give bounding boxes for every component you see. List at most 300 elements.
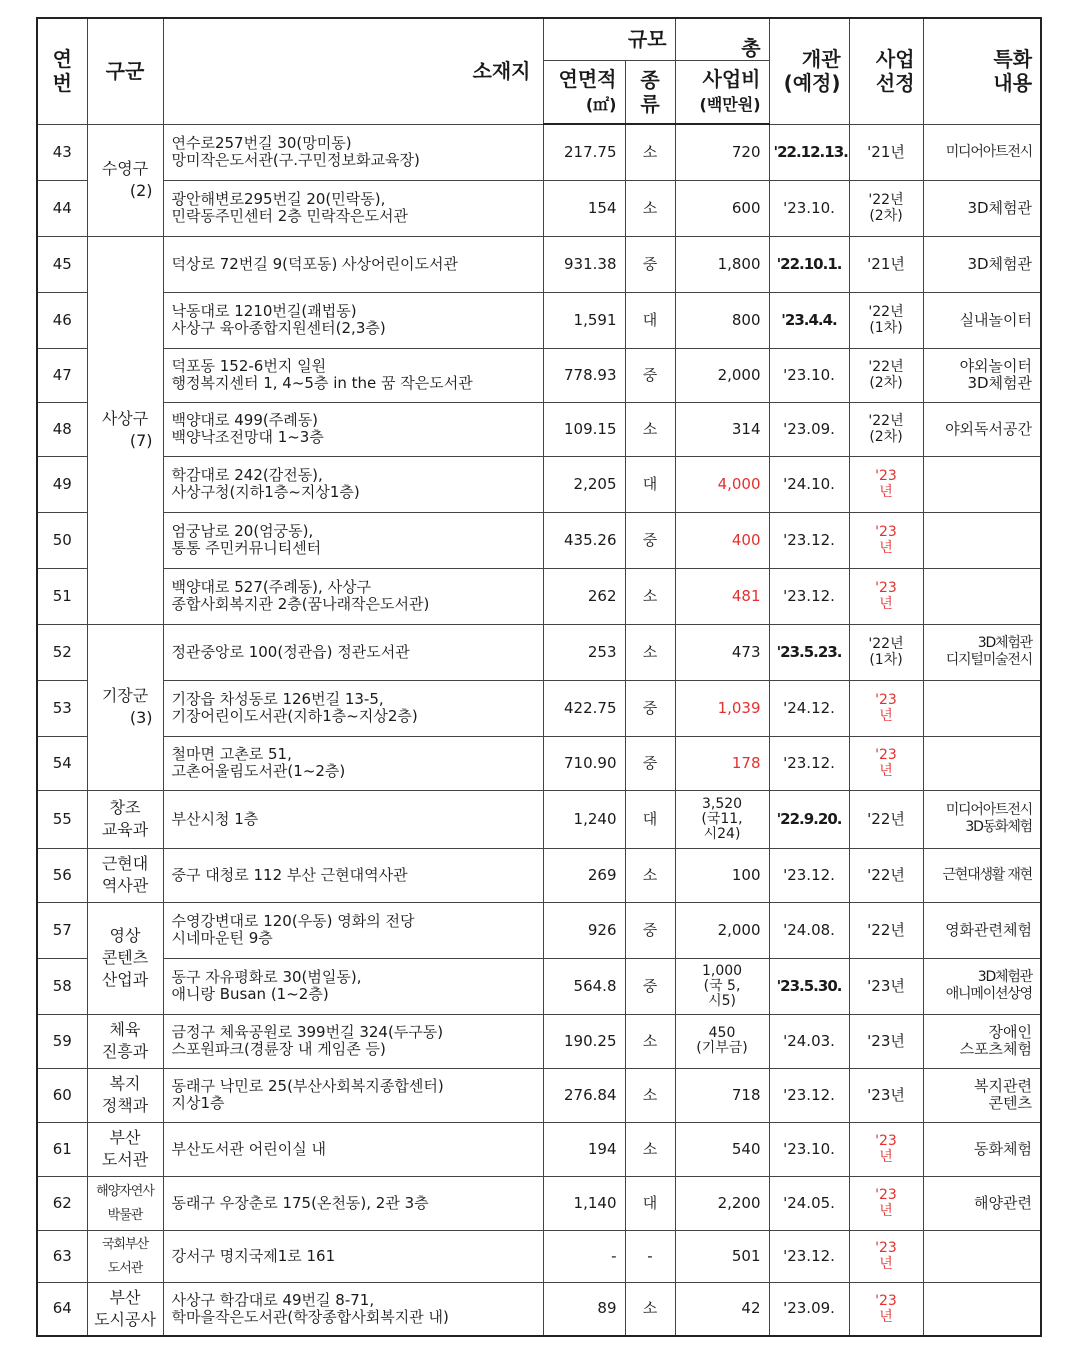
open-date-cell: [769, 1282, 849, 1336]
row-number: [37, 180, 87, 236]
selection-cell: [849, 790, 923, 848]
area-cell-text: 253: [587, 642, 617, 661]
selection-cell: [849, 402, 923, 456]
table-row: [37, 958, 1041, 1014]
selection-cell: [849, 902, 923, 958]
open-date-cell: [769, 348, 849, 402]
selection-cell: [849, 958, 923, 1014]
table-row: [37, 512, 1041, 568]
type-cell-text: 소: [642, 1299, 658, 1318]
district-cell: [87, 1282, 163, 1336]
open-date-cell-text: '23.09.: [783, 1299, 835, 1318]
location-cell: [163, 402, 543, 456]
type-cell: [625, 1122, 675, 1176]
selection-cell-text: '22년 (1차): [868, 304, 904, 336]
open-date-cell-text: '23.10.: [783, 365, 835, 384]
header-open: 개관 (예정): [769, 18, 849, 124]
selection-cell: [849, 1014, 923, 1068]
location-cell-text: 동래구 낙민로 25(부산사회복지종합센터) 지상1층: [171, 1077, 444, 1112]
type-cell: [625, 456, 675, 512]
location-cell: [163, 680, 543, 736]
open-date-cell: [769, 902, 849, 958]
type-cell: [625, 348, 675, 402]
selection-cell-text: '22년 (2차): [868, 359, 904, 391]
area-cell-text: 931.38: [564, 254, 617, 273]
area-cell-text: 89: [597, 1299, 617, 1318]
special-cell: [923, 1122, 1041, 1176]
open-date-cell: [769, 1176, 849, 1230]
open-date-cell-text: '24.12.: [783, 698, 835, 717]
area-cell: [543, 1282, 625, 1336]
header-location: 소재지: [163, 18, 543, 124]
open-date-cell-text: '22.12.13.: [773, 142, 848, 161]
special-cell-text: 3D체험관: [967, 254, 1033, 273]
location-cell: [163, 902, 543, 958]
table-row: [37, 292, 1041, 348]
type-cell: [625, 292, 675, 348]
table-row: [37, 1176, 1041, 1230]
table-row: [37, 1068, 1041, 1122]
cost-cell-text: 540: [731, 1139, 761, 1158]
cost-cell-text: 501: [731, 1246, 761, 1265]
type-cell: [625, 124, 675, 180]
location-cell-text: 기장읍 차성동로 126번길 13-5, 기장어린이도서관(지하1층~지상2층): [171, 690, 418, 725]
location-cell-text: 금정구 체육공원로 399번길 324(두구동) 스포원파크(경륜장 내 게임존 등): [171, 1023, 444, 1058]
special-cell-text: 근현대생활 재현: [942, 866, 1033, 883]
type-cell-text: 중: [642, 698, 658, 717]
special-cell: [923, 680, 1041, 736]
area-cell-text: 435.26: [564, 530, 617, 549]
selection-cell: [849, 848, 923, 902]
location-cell-text: 강서구 명지국제1로 161: [171, 1246, 336, 1265]
area-cell: [543, 124, 625, 180]
cost-cell-text: 600: [731, 198, 761, 217]
open-date-cell: [769, 790, 849, 848]
location-cell: [163, 958, 543, 1014]
special-cell: [923, 402, 1041, 456]
district-cell: [87, 1230, 163, 1282]
row-number-text: 43: [52, 142, 72, 161]
open-date-cell-text: '22.9.20.: [776, 809, 842, 828]
header-scale: 규모: [543, 18, 675, 60]
area-cell: [543, 1014, 625, 1068]
selection-cell-text: '23년: [867, 976, 905, 995]
selection-cell-text: '22년: [867, 865, 905, 884]
selection-cell: [849, 348, 923, 402]
type-cell: [625, 1230, 675, 1282]
facility-table: [36, 17, 1042, 1337]
header-district: 구군: [87, 18, 163, 124]
district-cell: [87, 902, 163, 1014]
location-cell: [163, 848, 543, 902]
type-cell: [625, 402, 675, 456]
special-cell-text: 미디어아트전시: [945, 143, 1033, 160]
cost-cell-text: 718: [731, 1085, 761, 1104]
type-cell-text: 소: [642, 1139, 658, 1158]
special-cell: [923, 292, 1041, 348]
area-cell: [543, 402, 625, 456]
area-cell-text: -: [611, 1246, 617, 1265]
special-cell-text: 실내놀이터: [959, 310, 1033, 329]
row-number-text: 54: [52, 753, 72, 772]
row-number-text: 47: [52, 365, 72, 384]
open-date-cell: [769, 124, 849, 180]
row-number: [37, 958, 87, 1014]
area-cell: [543, 456, 625, 512]
cost-cell: [675, 292, 769, 348]
district-name: 사상구: [101, 409, 149, 428]
cost-cell: [675, 1230, 769, 1282]
area-cell-text: 262: [587, 586, 617, 605]
special-cell-text: 해양관련: [974, 1193, 1033, 1212]
district-name: 체육 진흥과: [101, 1020, 149, 1061]
type-cell: [625, 624, 675, 680]
selection-cell: [849, 568, 923, 624]
selection-cell-text: '23 년: [875, 1133, 897, 1165]
open-date-cell-text: '23.12.: [783, 753, 835, 772]
open-date-cell-text: '23.09.: [783, 419, 835, 438]
selection-cell-text: '23 년: [875, 580, 897, 612]
special-cell: [923, 124, 1041, 180]
open-date-cell-text: '24.05.: [783, 1193, 835, 1212]
location-cell: [163, 1230, 543, 1282]
cost-cell-text: 481: [731, 586, 761, 605]
table-row: [37, 456, 1041, 512]
selection-cell-text: '22년 (2차): [868, 413, 904, 445]
type-cell-text: 소: [642, 865, 658, 884]
area-cell: [543, 680, 625, 736]
location-cell-text: 덕포동 152-6번지 일원 행정복지센터 1, 4~5층 in the 꿈 작은도서관: [171, 357, 473, 392]
special-cell: [923, 456, 1041, 512]
area-cell-text: 564.8: [573, 976, 617, 995]
special-cell-text: 동화체험: [974, 1139, 1033, 1158]
row-number: [37, 736, 87, 790]
area-cell-text: 1,240: [573, 809, 617, 828]
cost-cell: [675, 236, 769, 292]
row-number-text: 61: [52, 1139, 72, 1158]
location-cell: [163, 568, 543, 624]
cost-cell: [675, 456, 769, 512]
row-number: [37, 680, 87, 736]
row-number: [37, 236, 87, 292]
area-cell-text: 422.75: [564, 698, 617, 717]
open-date-cell: [769, 1014, 849, 1068]
open-date-cell-text: '24.10.: [783, 474, 835, 493]
cost-cell-text: 314: [731, 419, 761, 438]
row-number-text: 56: [52, 865, 72, 884]
selection-cell: [849, 1176, 923, 1230]
location-cell-text: 백양대로 499(주례동) 백양낙조전망대 1~3층: [171, 411, 324, 446]
open-date-cell: [769, 1230, 849, 1282]
selection-cell-text: '22년 (2차): [868, 192, 904, 224]
cost-cell: [675, 124, 769, 180]
area-cell-text: 194: [587, 1139, 617, 1158]
cost-cell: [675, 1014, 769, 1068]
district-name: 국회부산 도서관: [101, 1237, 149, 1276]
open-date-cell: [769, 568, 849, 624]
selection-cell-text: '23 년: [875, 468, 897, 500]
open-date-cell-text: '23.12.: [783, 1085, 835, 1104]
cost-cell: [675, 680, 769, 736]
cost-cell: [675, 624, 769, 680]
header-cost-unit: (백만원): [699, 94, 761, 114]
row-number: [37, 902, 87, 958]
row-number: [37, 402, 87, 456]
row-number: [37, 1122, 87, 1176]
special-cell: [923, 512, 1041, 568]
row-number-text: 53: [52, 698, 72, 717]
area-cell: [543, 958, 625, 1014]
area-cell: [543, 736, 625, 790]
type-cell-text: 대: [642, 809, 658, 828]
cost-cell-text: 178: [731, 753, 761, 772]
table-row: [37, 1282, 1041, 1336]
area-cell-text: 1,591: [573, 310, 617, 329]
row-number-text: 60: [52, 1085, 72, 1104]
header-type: 종 류: [625, 60, 675, 124]
special-cell-text: 복지관련 콘텐츠: [974, 1077, 1033, 1112]
area-cell: [543, 624, 625, 680]
district-cell: [87, 624, 163, 790]
selection-cell: [849, 1122, 923, 1176]
open-date-cell: [769, 680, 849, 736]
type-cell: [625, 1176, 675, 1230]
selection-cell-text: '21년: [867, 142, 905, 161]
row-number: [37, 512, 87, 568]
type-cell: [625, 512, 675, 568]
area-cell: [543, 348, 625, 402]
area-cell: [543, 848, 625, 902]
cost-cell: [675, 1176, 769, 1230]
special-cell: [923, 848, 1041, 902]
area-cell: [543, 1230, 625, 1282]
special-cell-text: 3D체험관 디지털미술전시: [945, 635, 1033, 668]
special-cell: [923, 736, 1041, 790]
cost-cell-text: 473: [731, 642, 761, 661]
row-number-text: 50: [52, 530, 72, 549]
table-row: [37, 848, 1041, 902]
special-cell: [923, 1176, 1041, 1230]
district-count: (7): [129, 431, 153, 450]
location-cell-text: 철마면 고촌로 51, 고촌어울림도서관(1~2층): [171, 745, 346, 780]
selection-cell: [849, 236, 923, 292]
district-name: 부산 도시공사: [94, 1287, 156, 1329]
open-date-cell: [769, 236, 849, 292]
area-cell-text: 109.15: [564, 419, 617, 438]
location-cell-text: 엄궁남로 20(엄궁동), 통통 주민커뮤니티센터: [171, 522, 322, 557]
special-cell: [923, 236, 1041, 292]
selection-cell-text: '23년: [867, 1085, 905, 1104]
row-number-text: 46: [52, 310, 72, 329]
open-date-cell: [769, 958, 849, 1014]
location-cell: [163, 456, 543, 512]
row-number-text: 44: [52, 198, 72, 217]
district-cell: [87, 236, 163, 624]
area-cell: [543, 902, 625, 958]
open-date-cell: [769, 402, 849, 456]
cost-cell-text: 720: [731, 142, 761, 161]
special-cell-text: 3D체험관: [967, 198, 1033, 217]
header-no: 연 번: [37, 18, 87, 124]
location-cell-text: 동구 자유평화로 30(범일동), 애니랑 Busan (1~2층): [171, 968, 362, 1003]
selection-cell: [849, 680, 923, 736]
location-cell: [163, 1122, 543, 1176]
type-cell-text: 대: [642, 474, 658, 493]
table-row: [37, 790, 1041, 848]
table-row: [37, 180, 1041, 236]
location-cell: [163, 292, 543, 348]
row-number: [37, 292, 87, 348]
special-cell-text: 장애인 스포츠체험: [959, 1023, 1033, 1058]
row-number-text: 58: [52, 976, 72, 995]
area-cell-text: 710.90: [564, 753, 617, 772]
special-cell: [923, 1014, 1041, 1068]
header-special: 특화 내용: [923, 18, 1041, 124]
header-cost-label: 사업비: [702, 66, 761, 91]
row-number: [37, 1068, 87, 1122]
district-name: 해양자연사 박물관: [96, 1184, 154, 1223]
district-cell: [87, 1014, 163, 1068]
open-date-cell: [769, 1122, 849, 1176]
table-row: [37, 568, 1041, 624]
header-cost-top: 총: [675, 18, 769, 60]
selection-cell-text: '23 년: [875, 1292, 897, 1325]
table-row: [37, 348, 1041, 402]
district-cell: [87, 124, 163, 236]
open-date-cell: [769, 456, 849, 512]
location-cell-text: 부산시청 1층: [171, 809, 259, 828]
location-cell: [163, 736, 543, 790]
cost-cell: [675, 512, 769, 568]
type-cell: [625, 680, 675, 736]
open-date-cell-text: '23.5.23.: [776, 642, 842, 661]
area-cell-text: 190.25: [564, 1031, 617, 1050]
selection-cell: [849, 180, 923, 236]
cost-cell: [675, 848, 769, 902]
type-cell: [625, 958, 675, 1014]
area-cell: [543, 568, 625, 624]
open-date-cell-text: '23.12.: [783, 586, 835, 605]
open-date-cell-text: '24.08.: [783, 920, 835, 939]
area-cell-text: 269: [587, 865, 617, 884]
selection-cell: [849, 624, 923, 680]
special-cell: [923, 180, 1041, 236]
special-cell-text: 야외놀이터 3D체험관: [959, 357, 1033, 392]
table-row: [37, 736, 1041, 790]
cost-cell: [675, 348, 769, 402]
district-name: 근현대 역사관: [101, 854, 149, 895]
type-cell-text: 중: [642, 530, 658, 549]
type-cell-text: 소: [642, 1085, 658, 1104]
location-cell: [163, 1068, 543, 1122]
cost-cell: [675, 1068, 769, 1122]
location-cell: [163, 1014, 543, 1068]
cost-cell: [675, 180, 769, 236]
special-cell: [923, 1282, 1041, 1336]
row-number-text: 48: [52, 419, 72, 438]
district-name: 복지 정책과: [101, 1074, 149, 1115]
cost-cell-text: 4,000: [717, 474, 761, 493]
district-cell: [87, 1122, 163, 1176]
area-cell-text: 154: [587, 198, 617, 217]
location-cell: [163, 790, 543, 848]
type-cell-text: 중: [642, 254, 658, 273]
table-row: [37, 236, 1041, 292]
row-number-text: 62: [52, 1193, 72, 1212]
district-count: (2): [129, 181, 153, 200]
location-cell: [163, 124, 543, 180]
location-cell-text: 연수로257번길 30(망미동) 망미작은도서관(구.구민정보화교육장): [171, 134, 420, 169]
location-cell: [163, 180, 543, 236]
area-cell: [543, 1068, 625, 1122]
area-cell: [543, 1176, 625, 1230]
type-cell: [625, 736, 675, 790]
special-cell: [923, 1068, 1041, 1122]
location-cell-text: 덕상로 72번길 9(덕포동) 사상어린이도서관: [171, 254, 458, 273]
district-name: 기장군: [101, 686, 149, 705]
open-date-cell: [769, 848, 849, 902]
location-cell: [163, 1282, 543, 1336]
type-cell-text: 소: [642, 419, 658, 438]
area-cell-text: 2,205: [573, 474, 617, 493]
area-cell: [543, 512, 625, 568]
selection-cell-text: '22년: [867, 809, 905, 828]
area-cell-text: 217.75: [564, 142, 617, 161]
location-cell-text: 수영강변대로 120(우동) 영화의 전당 시네마운틴 9층: [171, 912, 415, 947]
row-number-text: 45: [52, 254, 72, 273]
table-row: [37, 624, 1041, 680]
location-cell-text: 낙동대로 1210번길(괘법동) 사상구 육아종합지원센터(2,3층): [171, 302, 386, 337]
cost-cell-text: 2,000: [717, 365, 761, 384]
type-cell-text: 중: [642, 365, 658, 384]
location-cell: [163, 512, 543, 568]
cost-cell: [675, 736, 769, 790]
selection-cell-text: '22년: [867, 920, 905, 939]
type-cell: [625, 568, 675, 624]
row-number: [37, 790, 87, 848]
open-date-cell-text: '23.12.: [783, 1246, 835, 1265]
cost-cell-text: 100: [731, 865, 761, 884]
district-count: (3): [129, 708, 153, 727]
cost-cell-text: 42: [741, 1299, 761, 1318]
special-cell-text: 미디어아트전시 3D동화체험: [945, 802, 1033, 835]
row-number: [37, 624, 87, 680]
area-cell: [543, 292, 625, 348]
header-cost: [675, 60, 769, 124]
location-cell: [163, 236, 543, 292]
location-cell: [163, 624, 543, 680]
type-cell-text: 중: [642, 753, 658, 772]
area-cell: [543, 790, 625, 848]
type-cell: [625, 790, 675, 848]
row-number-text: 59: [52, 1031, 72, 1050]
row-number: [37, 1230, 87, 1282]
type-cell-text: 소: [642, 142, 658, 161]
row-number: [37, 1014, 87, 1068]
cost-cell-text: 1,000 (국 5, 시5): [701, 962, 743, 1009]
cost-cell-text: 450 (기부금): [696, 1025, 748, 1056]
table-row: [37, 680, 1041, 736]
district-name: 부산 도서관: [101, 1128, 149, 1169]
selection-cell: [849, 1068, 923, 1122]
row-number-text: 63: [52, 1246, 72, 1265]
open-date-cell: [769, 180, 849, 236]
row-number-text: 64: [52, 1299, 72, 1318]
selection-cell-text: '21년: [867, 254, 905, 273]
area-cell: [543, 1122, 625, 1176]
cost-cell: [675, 1122, 769, 1176]
area-cell: [543, 236, 625, 292]
